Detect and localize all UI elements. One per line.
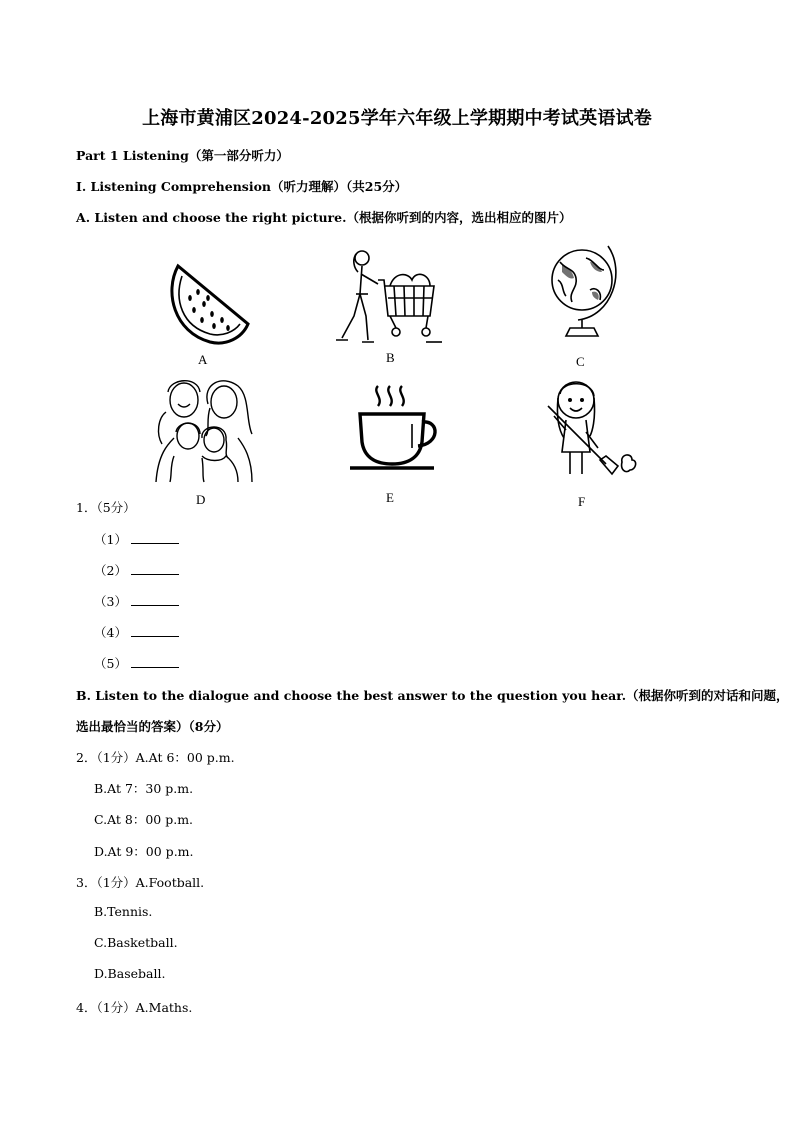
blank-number: （3） <box>94 594 127 609</box>
answer-blank-2[interactable] <box>131 562 179 575</box>
picture-label-d: D <box>196 492 206 507</box>
answer-blank-1[interactable] <box>131 531 179 544</box>
question-2-header: 2．（1分）A.At 6：00 p.m. <box>76 750 235 765</box>
picture-label-e: E <box>386 490 394 505</box>
picture-label-b: B <box>386 350 395 365</box>
question-3-header: 3．（1分）A.Football. <box>76 875 205 890</box>
blank-number: （5） <box>94 656 127 671</box>
section-a-instruction: A. Listen and choose the right picture.（根据你听到的内容，选出相应的图片） <box>76 210 572 225</box>
question-2-option-c: C.At 8：00 p.m. <box>94 812 194 827</box>
part-heading: Part 1 Listening（第一部分听力） <box>76 148 289 163</box>
picture-label-a: A <box>198 352 208 367</box>
section-b-instruction: B. Listen to the dialogue and choose the best answer to the question you hear.（根据你听到的对话和问题， <box>76 688 789 703</box>
picture-label-f: F <box>578 494 586 509</box>
blank-number: （4） <box>94 625 127 640</box>
answer-blank-5[interactable] <box>131 655 179 668</box>
question-1-header: 1．（5分） <box>76 500 136 515</box>
page-title: 上海市黄浦区2024-2025学年六年级上学期期中考试英语试卷 <box>142 108 652 129</box>
answer-blank-row <box>94 623 179 641</box>
question-3-option-c: C.Basketball. <box>94 935 178 950</box>
globe-icon <box>546 240 618 344</box>
answer-blank-4[interactable] <box>131 624 179 637</box>
question-3-option-b: B.Tennis. <box>94 904 153 919</box>
blank-number: （1） <box>94 532 127 547</box>
answer-blank-row <box>94 592 179 610</box>
family-portrait-icon <box>152 374 258 484</box>
answer-blank-row <box>94 561 179 579</box>
answer-blank-row <box>94 530 179 548</box>
question-4-header: 4．（1分）A.Maths. <box>76 1000 193 1015</box>
question-2-option-b: B.At 7：30 p.m. <box>94 781 194 796</box>
answer-blank-row <box>94 654 179 672</box>
shopping-cart-icon <box>334 246 444 346</box>
question-3-option-d: D.Baseball. <box>94 966 166 981</box>
blank-number: （2） <box>94 563 127 578</box>
girl-sweeping-icon <box>540 376 640 482</box>
watermelon-icon <box>160 262 250 346</box>
picture-label-c: C <box>576 354 585 369</box>
section-b-instruction-cont: 选出最恰当的答案）（8分） <box>76 719 229 734</box>
answer-blank-3[interactable] <box>131 593 179 606</box>
hot-cup-icon <box>344 384 440 474</box>
section-heading: I. Listening Comprehension（听力理解）（共25分） <box>76 179 408 194</box>
question-2-option-d: D.At 9：00 p.m. <box>94 844 194 859</box>
